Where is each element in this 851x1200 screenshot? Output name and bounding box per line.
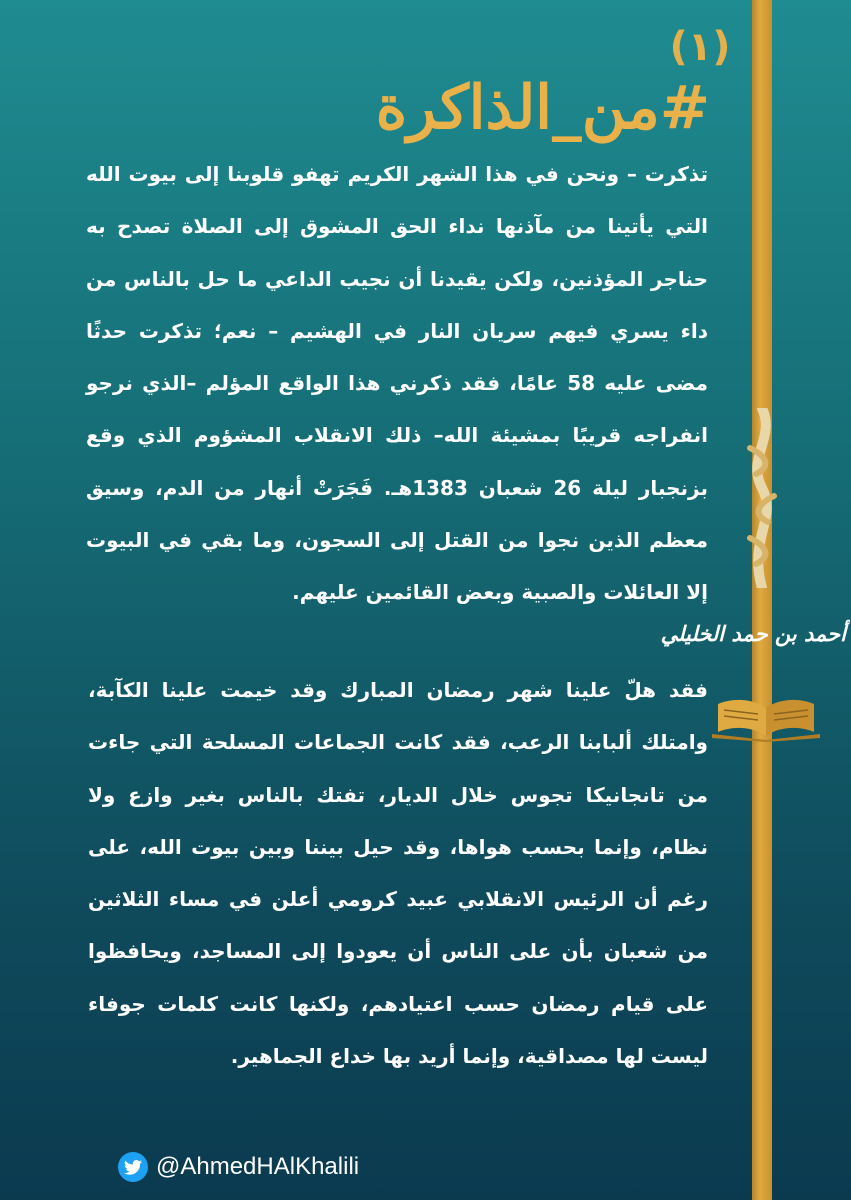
social-footer xyxy=(118,1148,378,1186)
gold-decorative-pole xyxy=(752,0,772,1200)
body-paragraph-1: تذكرت – ونحن في هذا الشهر الكريم تهفو قلوبنا إلى بيوت الله التي يأتينا من مآذنها نداء الحق المشوق إلى الصلاة تصدح به حناجر المؤذنين، ولكن يقيدنا أن نجيب الداعي ما حل بالناس من داء يسري فيهم سريان النار في الهشيم – نعم؛ تذكرت حدثًا مضى عليه 58 عامًا، فقد ذكرني هذا الواقع المؤلم –الذي نرجو انفراجه قريبًا بمشيئة الله– ذلك الانقلاب المشؤوم الذي وقع بزنجبار ليلة 26 شعبان 1383هـ. فَجَرَتْ أنهار من الدم، وسيق معظم الذين نجوا من القتل إلى السجون، وما بقي في البيوت إلا العائلات والصبية وبعض القائمين عليهم. xyxy=(86,162,708,605)
twitter-icon xyxy=(118,1152,148,1182)
body-paragraph-2: فقد هلّ علينا شهر رمضان المبارك وقد خيمت علينا الكآبة، وامتلك ألبابنا الرعب، فقد كانت الجماعات المسلحة التي جاءت من تانجانيكا تجوس خلال الديار، تفتك بالناس بغير وازع ولا نظام، وإنما بحسب هواها، وقد حيل بيننا وبين بيوت الله، على رغم أن الرئيس الانقلابي عبيد كرومي أعلن في مساء الثلاثين من شعبان بأن على الناس أن يعودوا إلى المساجد، ويحافظوا على قيام رمضان حسب اعتيادهم، ولكنها كانت كلمات جوفاء ليست لها مصداقية، وإنما أريد بها خداع الجماهير. xyxy=(88,678,708,1069)
rope-knot-icon xyxy=(736,408,788,588)
hashtag-title: #من_الذاكرة xyxy=(375,73,710,143)
twitter-handle[interactable]: @AhmedHAlKhalili xyxy=(156,1153,360,1180)
open-book-icon xyxy=(712,694,820,742)
author-signature: أحمد بن حمد الخليلي xyxy=(660,621,846,646)
page-number: (١) xyxy=(669,24,731,70)
